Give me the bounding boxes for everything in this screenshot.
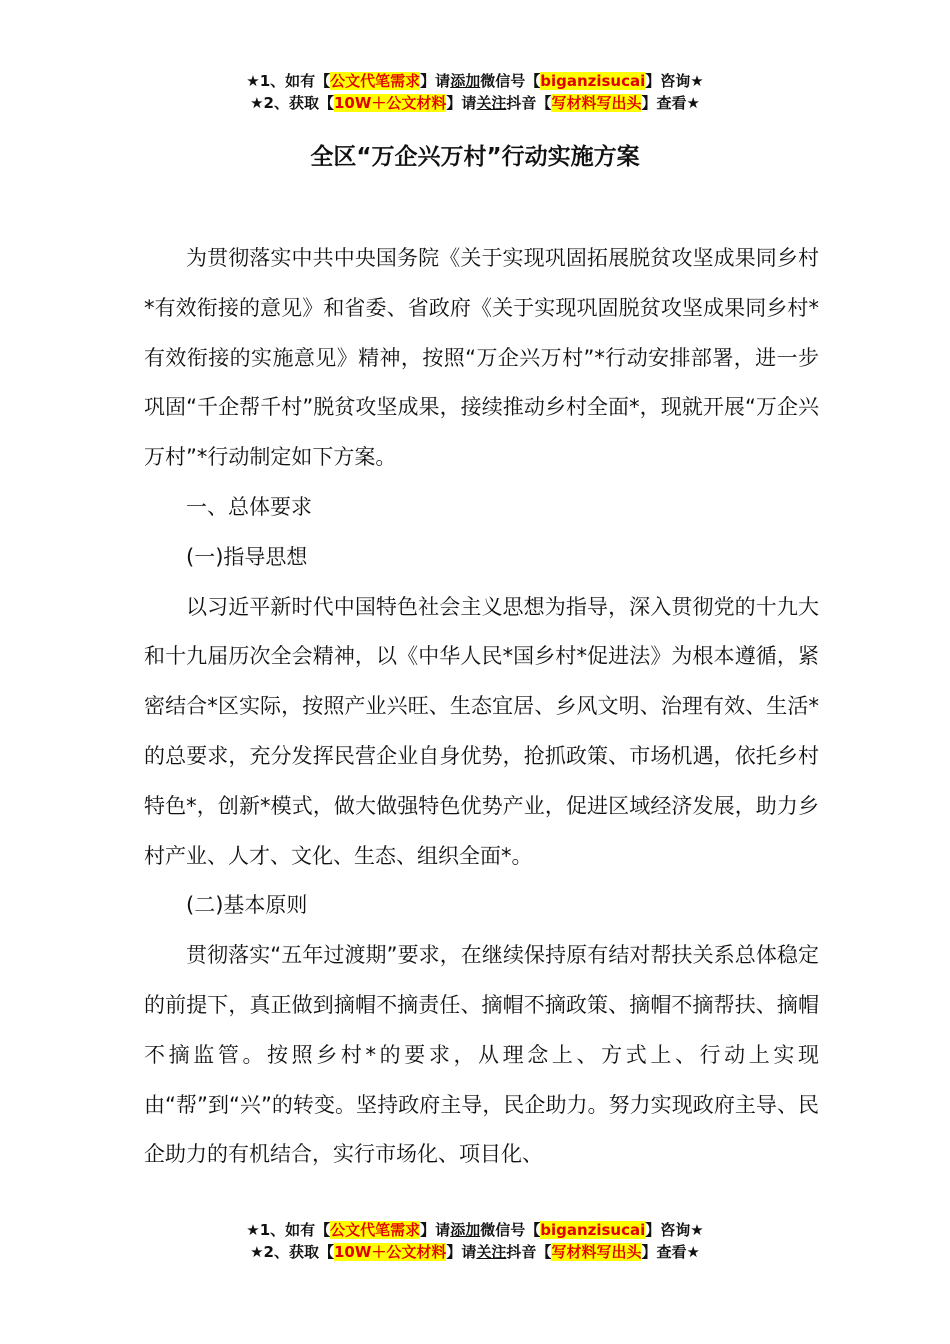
promo-underline: 关注 <box>476 94 507 112</box>
promo-text: ★1、如有【 <box>246 1221 331 1239</box>
promo-text: ★1、如有【 <box>246 72 331 90</box>
promo-banner-top <box>0 70 950 114</box>
promo-highlight: 公文代笔需求 <box>330 1221 421 1239</box>
promo-text: 抖音【 <box>506 1243 552 1261</box>
section-heading-1: 一、总体要求 <box>186 494 312 519</box>
subsection-heading-1: (一)指导思想 <box>186 544 308 569</box>
paragraph-intro: 为贯彻落实中共中央国务院《关于实现巩固拓展脱贫攻坚成果同乡村*有效衔接的意见》和省委、省政府《关于实现巩固脱贫攻坚成果同乡村*有效衔接的实施意见》精神，按照“万企兴万村”*行动安排部署，进一步巩固“千企帮千村”脱贫攻坚成果，接续推动乡村全面*，现就开展“万企兴万村”*行动制定如下方案。 <box>144 246 819 470</box>
promo-underline: 添加 <box>450 72 481 90</box>
promo-text: 微信号【 <box>480 1221 541 1239</box>
promo-text: 微信号【 <box>480 72 541 90</box>
paragraph-guiding-thought: 以习近平新时代中国特色社会主义思想为指导，深入贯彻党的十九大和十九届历次全会精神，以《中华人民*国乡村*促进法》为根本遵循，紧密结合*区实际，按照产业兴旺、生态宜居、乡风文明、治理有效、生活*的总要求，充分发挥民营企业自身优势，抢抓政策、市场机遇，依托乡村特色*，创新*模式，做大做强特色优势产业，促进区域经济发展，助力乡村产业、人才、文化、生态、组织全面*。 <box>144 594 819 868</box>
paragraph-basic-principles: 贯彻落实“五年过渡期”要求，在继续保持原有结对帮扶关系总体稳定的前提下，真正做到摘帽不摘责任、摘帽不摘政策、摘帽不摘帮扶、摘帽不摘监管。按照乡村*的要求，从理念上、方式上、行动上实现由“帮”到“兴”的转变。坚持政府主导，民企助力。努力实现政府主导、民企助力的有机结合，实行市场化、项目化、 <box>144 943 819 1167</box>
promo-highlight: biganzisucai <box>540 72 646 90</box>
promo-underline: 添加 <box>450 1221 481 1239</box>
promo-highlight: 公文代笔需求 <box>330 72 421 90</box>
promo-highlight: 写材料写出头 <box>551 94 642 112</box>
promo-highlight: biganzisucai <box>540 1221 646 1239</box>
promo-highlight: 10W＋公文材料 <box>333 94 447 112</box>
promo-text: 】请 <box>420 72 451 90</box>
promo-underline: 关注 <box>476 1243 507 1261</box>
document-body <box>144 234 819 1180</box>
promo-highlight: 写材料写出头 <box>551 1243 642 1261</box>
subsection-heading-2: (二)基本原则 <box>186 893 308 918</box>
promo-text: 抖音【 <box>506 94 552 112</box>
promo-text: ★2、获取【 <box>250 94 334 112</box>
promo-text: 】请 <box>446 94 477 112</box>
document-title: 全区“万企兴万村”行动实施方案 <box>310 144 640 170</box>
promo-line-2 <box>0 92 950 114</box>
promo-text: ★2、获取【 <box>250 1243 334 1261</box>
promo-text: 】咨询★ <box>645 72 704 90</box>
promo-text: 】请 <box>446 1243 477 1261</box>
promo-text: 】咨询★ <box>645 1221 704 1239</box>
promo-line-1 <box>0 1219 950 1241</box>
promo-banner-bottom <box>0 1219 950 1263</box>
promo-text: 】请 <box>420 1221 451 1239</box>
promo-line-1 <box>0 70 950 92</box>
promo-text: 】查看★ <box>641 94 700 112</box>
promo-highlight: 10W＋公文材料 <box>333 1243 447 1261</box>
promo-line-2 <box>0 1241 950 1263</box>
promo-text: 】查看★ <box>641 1243 700 1261</box>
